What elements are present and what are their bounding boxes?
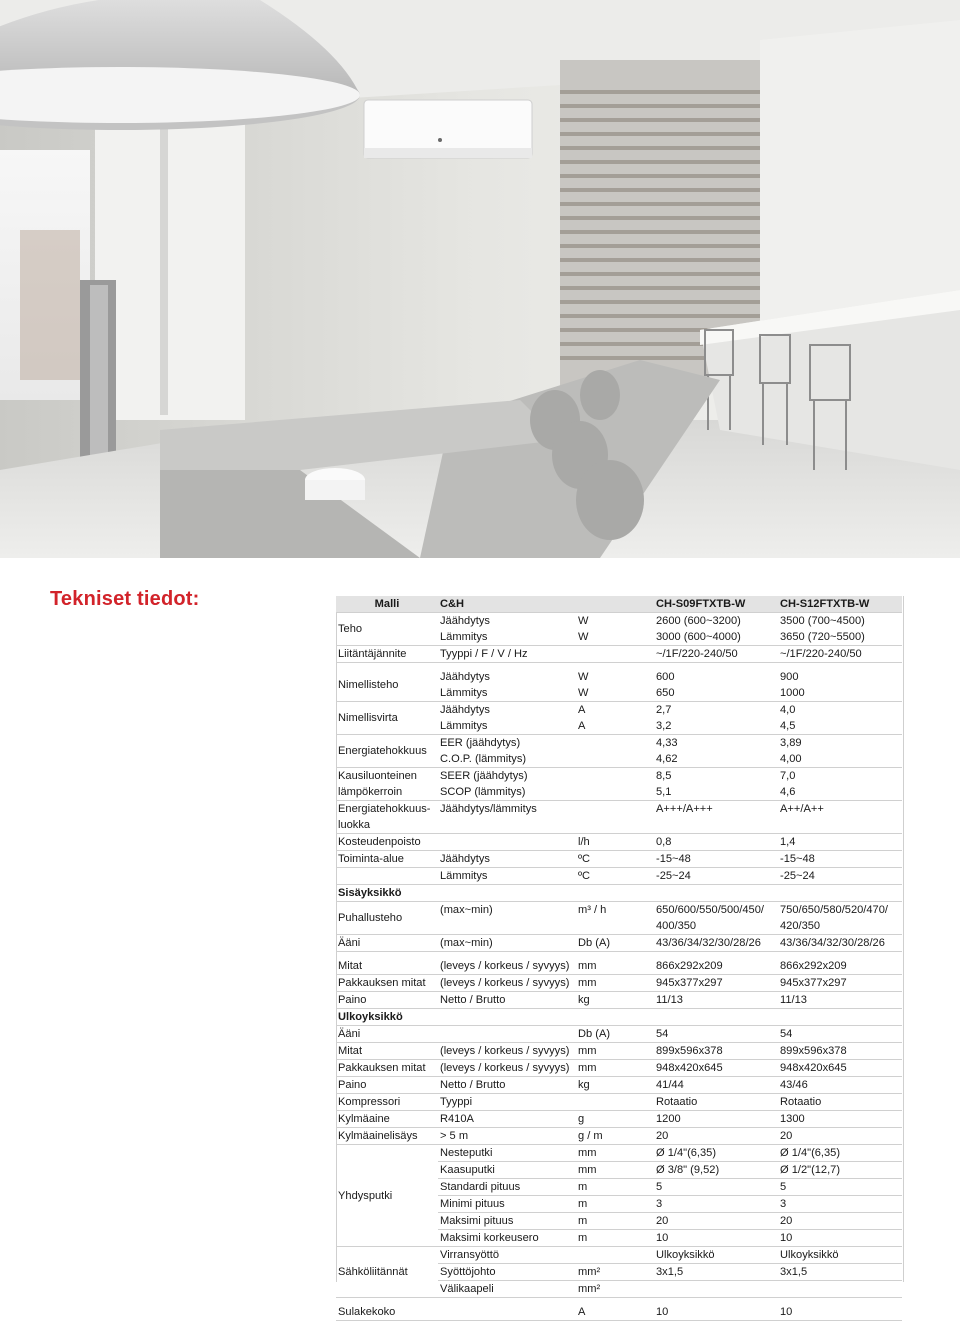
cell: 3650 (720~5500): [778, 629, 902, 646]
cell: 600: [656, 671, 675, 683]
table-row: [336, 768, 902, 785]
table-row: [336, 1026, 902, 1043]
cell: A++/A++: [780, 803, 824, 815]
cell: 4,33: [656, 737, 678, 749]
table-row: [336, 735, 902, 752]
cell: A+++/A+++: [656, 803, 713, 815]
cell: Tyyppi: [438, 1094, 576, 1111]
cell: mm: [576, 958, 654, 975]
cell: W: [578, 671, 589, 683]
cell: 1000: [778, 685, 902, 702]
cell: 43/46: [778, 1077, 902, 1094]
table-row: [336, 801, 902, 818]
cell: mm: [576, 1060, 654, 1077]
cell: Netto / Brutto: [438, 1077, 576, 1094]
cell: Lämmitys: [438, 629, 576, 646]
cell: 41/44: [654, 1077, 778, 1094]
table-row: [336, 669, 902, 685]
row-label: Pakkauksen mitat: [336, 975, 438, 992]
cell: 10: [654, 1230, 778, 1247]
cell: 4,0: [780, 704, 796, 716]
cell: m³ / h: [578, 904, 607, 916]
cell: m: [576, 1196, 654, 1213]
cell: mm²: [576, 1281, 654, 1298]
table-row: [336, 1094, 902, 1111]
cell: 11/13: [654, 992, 778, 1009]
row-label: luokka: [336, 817, 438, 834]
cell: EER (jäähdytys): [440, 737, 521, 749]
cell: 4,62: [654, 751, 778, 768]
cell: Jäähdytys: [438, 851, 576, 868]
cell: Virransyöttö: [438, 1247, 576, 1264]
cell: 3: [654, 1196, 778, 1213]
cell: Standardi pituus: [438, 1179, 576, 1196]
cell: mm: [576, 1145, 654, 1162]
cell: 20: [778, 1128, 902, 1145]
cell: mm: [576, 1162, 654, 1179]
cell: -15~48: [778, 851, 902, 868]
table-row: [336, 1111, 902, 1128]
cell: W: [578, 615, 589, 627]
cell: mm: [576, 1043, 654, 1060]
header-model-2: CH-S12FTXTB-W: [778, 596, 902, 613]
cell: [438, 1026, 576, 1043]
cell: 948x420x645: [778, 1060, 902, 1077]
cell: 11/13: [778, 992, 902, 1009]
cell: 948x420x645: [654, 1060, 778, 1077]
page-heading: Tekniset tiedot:: [50, 588, 200, 610]
cell: Maksimi korkeusero: [438, 1230, 576, 1247]
section-title: Ulkoyksikkö: [336, 1009, 902, 1026]
cell: 3: [778, 1196, 902, 1213]
cell: SCOP (lämmitys): [438, 784, 654, 801]
cell: Ulkoyksikkö: [778, 1247, 902, 1264]
table-row: [336, 1060, 902, 1077]
cell: Rotaatio: [654, 1094, 778, 1111]
cell: Syöttöjohto: [438, 1264, 576, 1281]
cell: ~/1F/220-240/50: [778, 646, 902, 663]
cell: -25~24: [654, 868, 778, 885]
cell: 866x292x209: [654, 958, 778, 975]
cell: [576, 1094, 654, 1111]
cell: g / m: [576, 1128, 654, 1145]
cell: W: [576, 629, 654, 646]
row-label: Toiminta-alue: [336, 851, 438, 868]
cell: Jäähdytys: [440, 671, 490, 683]
cell: Nesteputki: [438, 1145, 576, 1162]
cell: ºC: [576, 868, 654, 885]
header-model-1: CH-S09FTXTB-W: [654, 596, 778, 613]
cell: kg: [576, 1077, 654, 1094]
cell: 1300: [778, 1111, 902, 1128]
cell: (max~min): [438, 935, 576, 952]
cell: Ø 3/8" (9,52): [654, 1162, 778, 1179]
cell: A: [576, 718, 654, 735]
table-row: [336, 613, 902, 630]
row-label: Kompressori: [336, 1094, 438, 1111]
cell: -15~48: [654, 851, 778, 868]
cell: m: [576, 1213, 654, 1230]
cell: C.O.P. (lämmitys): [438, 751, 654, 768]
cell: (max~min): [440, 904, 493, 916]
cell: Välikaapeli: [438, 1281, 576, 1298]
header-brand: C&H: [438, 596, 576, 613]
cell: 400/350: [654, 918, 778, 935]
cell: g: [576, 1111, 654, 1128]
cell: 10: [778, 1230, 902, 1247]
cell: 20: [778, 1213, 902, 1230]
row-label: Puhallusteho: [336, 902, 438, 935]
table-row: [336, 817, 902, 834]
cell: [654, 1281, 778, 1298]
row-label: Kosteudenpoisto: [336, 834, 438, 851]
cell: (leveys / korkeus / syvyys): [438, 975, 576, 992]
cell: 945x377x297: [778, 975, 902, 992]
cell: 899x596x378: [778, 1043, 902, 1060]
cell: ºC: [576, 851, 654, 868]
cell: 5: [778, 1179, 902, 1196]
cell: 20: [654, 1128, 778, 1145]
table-row: [336, 646, 902, 663]
cell: 420/350: [778, 918, 902, 935]
cell: 4,6: [778, 784, 902, 801]
spec-table: [336, 596, 902, 1321]
cell: SEER (jäähdytys): [440, 770, 528, 782]
cell: 1200: [654, 1111, 778, 1128]
cell: 945x377x297: [654, 975, 778, 992]
table-row: [336, 1077, 902, 1094]
cell: R410A: [438, 1111, 576, 1128]
cell: -25~24: [778, 868, 902, 885]
cell: 10: [778, 1304, 902, 1321]
cell: 650/600/550/500/450/: [656, 904, 764, 916]
cell: mm²: [576, 1264, 654, 1281]
row-label: Kylmäaine: [336, 1111, 438, 1128]
cell: Db (A): [576, 1026, 654, 1043]
cell: Jäähdytys/lämmitys: [440, 803, 537, 815]
cell: 3x1,5: [654, 1264, 778, 1281]
cell: 8,5: [656, 770, 672, 782]
cell: kg: [576, 992, 654, 1009]
cell: > 5 m: [438, 1128, 576, 1145]
row-label: Pakkauksen mitat: [336, 1060, 438, 1077]
cell: (leveys / korkeus / syvyys): [438, 1043, 576, 1060]
cell: 3000 (600~4000): [654, 629, 778, 646]
table-row: [336, 834, 902, 851]
cell: m: [576, 1230, 654, 1247]
cell: 0,8: [654, 834, 778, 851]
section-row: [336, 885, 902, 902]
cell: 5,1: [654, 784, 778, 801]
cell: Ø 1/4"(6,35): [654, 1145, 778, 1162]
row-label: Teho: [336, 613, 438, 646]
cell: l/h: [576, 834, 654, 851]
cell: [576, 646, 654, 663]
cell: Maksimi pituus: [438, 1213, 576, 1230]
row-label: Kausiluonteinen: [338, 770, 417, 782]
row-label: Nimellisteho: [336, 669, 438, 702]
cell: 2,7: [656, 704, 672, 716]
table-row: [336, 902, 902, 919]
cell: 7,0: [780, 770, 796, 782]
row-label: Kylmäainelisäys: [336, 1128, 438, 1145]
table-row: [336, 784, 902, 801]
row-label: Yhdysputki: [336, 1145, 438, 1247]
cell: 900: [780, 671, 799, 683]
cell: Lämmitys: [438, 718, 576, 735]
cell: 3x1,5: [778, 1264, 902, 1281]
table-row: [336, 868, 902, 885]
cell: 750/650/580/520/470/: [780, 904, 888, 916]
cell: m: [576, 1179, 654, 1196]
cell: 899x596x378: [654, 1043, 778, 1060]
cell: 1,4: [778, 834, 902, 851]
table-row: [336, 975, 902, 992]
table-row: [336, 1128, 902, 1145]
table-row: [336, 958, 902, 975]
cell: Tyyppi / F / V / Hz: [438, 646, 576, 663]
cell: [576, 1247, 654, 1264]
table-row: [336, 702, 902, 719]
row-label: Sähköliitännät: [336, 1247, 438, 1298]
cell: 3500 (700~4500): [780, 615, 865, 627]
table-row: [336, 992, 902, 1009]
interior-photo: [0, 0, 960, 558]
cell: 20: [654, 1213, 778, 1230]
cell: A: [578, 704, 586, 716]
cell: (leveys / korkeus / syvyys): [438, 1060, 576, 1077]
table-row: [336, 1247, 902, 1264]
cell: Lämmitys: [438, 685, 576, 702]
table-header-row: [336, 596, 902, 613]
section-row: [336, 1009, 902, 1026]
cell: Db (A): [576, 935, 654, 952]
row-label: Mitat: [336, 958, 438, 975]
cell: 650: [654, 685, 778, 702]
cell: Jäähdytys: [440, 615, 490, 627]
cell: 3,89: [780, 737, 802, 749]
row-label: Paino: [336, 1077, 438, 1094]
cell: Ø 1/4"(6,35): [778, 1145, 902, 1162]
cell: Lämmitys: [438, 868, 576, 885]
cell: 43/36/34/32/30/28/26: [778, 935, 902, 952]
row-label: Sulakekoko: [336, 1304, 438, 1321]
row-label: Mitat: [336, 1043, 438, 1060]
cell: Minimi pituus: [438, 1196, 576, 1213]
cell: 5: [654, 1179, 778, 1196]
cell: [778, 1281, 902, 1298]
row-label: Energiatehokkuus-: [338, 803, 431, 815]
cell: 3,2: [654, 718, 778, 735]
cell: 43/36/34/32/30/28/26: [654, 935, 778, 952]
section-title: Sisäyksikkö: [336, 885, 902, 902]
row-label: Nimellisvirta: [336, 702, 438, 735]
row-label: Ääni: [336, 935, 438, 952]
cell: Netto / Brutto: [438, 992, 576, 1009]
cell: mm: [576, 975, 654, 992]
cell: 10: [654, 1304, 778, 1321]
cell: 4,00: [778, 751, 902, 768]
cell: Jäähdytys: [440, 704, 490, 716]
cell: 54: [778, 1026, 902, 1043]
table-row: [336, 851, 902, 868]
row-label: Paino: [336, 992, 438, 1009]
cell: Ø 1/2"(12,7): [778, 1162, 902, 1179]
row-label: Liitäntäjännite: [336, 646, 438, 663]
cell: 866x292x209: [778, 958, 902, 975]
table-row: [336, 935, 902, 952]
cell: A: [576, 1304, 654, 1321]
cell: ~/1F/220-240/50: [654, 646, 778, 663]
cell: Rotaatio: [778, 1094, 902, 1111]
cell: 54: [654, 1026, 778, 1043]
table-row: [336, 1145, 902, 1162]
row-label: Energiatehokkuus: [336, 735, 438, 768]
row-label: lämpökerroin: [336, 784, 438, 801]
cell: W: [576, 685, 654, 702]
cell: Kaasuputki: [438, 1162, 576, 1179]
cell: (leveys / korkeus / syvyys): [438, 958, 576, 975]
table-row: [336, 1304, 902, 1321]
cell: 2600 (600~3200): [656, 615, 741, 627]
header-malli: Malli: [336, 596, 438, 613]
table-row: [336, 1043, 902, 1060]
cell: 4,5: [778, 718, 902, 735]
cell: Ulkoyksikkö: [654, 1247, 778, 1264]
row-label: Ääni: [336, 1026, 438, 1043]
